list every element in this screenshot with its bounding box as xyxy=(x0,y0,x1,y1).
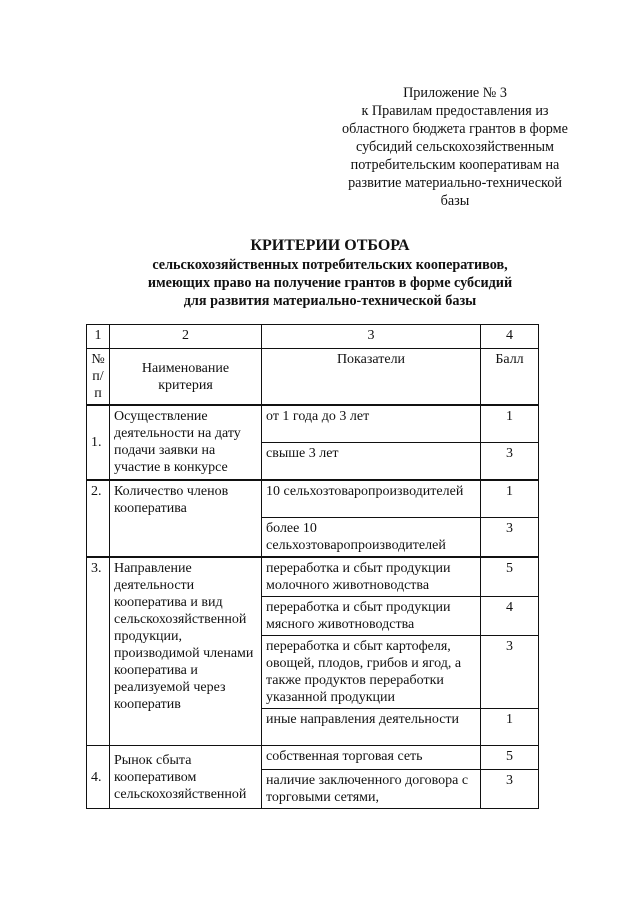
criteria-table xyxy=(86,324,539,809)
appendix-line: потребительским кооперативам на xyxy=(350,157,560,173)
title-line: сельскохозяйственных потребительских кооперативов, xyxy=(152,257,508,273)
score-cell: 3 xyxy=(481,636,539,709)
score-cell: 1 xyxy=(481,480,539,518)
header-criterion: Наименование критерия xyxy=(110,349,262,406)
row-number: 3. xyxy=(87,557,110,746)
criterion-cell: Осуществление деятельности на дату подачи заявки на участие в конкурсе xyxy=(110,405,262,480)
indicator-cell: свыше 3 лет xyxy=(262,443,481,481)
table-row xyxy=(87,480,539,518)
table-row xyxy=(87,405,539,443)
indicator-cell: 10 сельхозтоваропроизводителей xyxy=(262,480,481,518)
title-main: КРИТЕРИИ ОТБОРА xyxy=(250,237,410,254)
criterion-cell: Рынок сбыта кооперативом сельскохозяйственной xyxy=(110,746,262,809)
table-row xyxy=(87,557,539,597)
header-number: № п/п xyxy=(87,349,110,406)
appendix-note xyxy=(320,84,590,210)
col-number-cell: 3 xyxy=(262,325,481,349)
row-number: 2. xyxy=(87,480,110,557)
criterion-cell: Направление деятельности кооператива и вид сельскохозяйственной продукции, производимой членами кооператива и реализуемой через кооператив xyxy=(110,557,262,746)
col-number-cell: 2 xyxy=(110,325,262,349)
title-line: для развития материально-технической базы xyxy=(183,293,477,309)
row-number: 1. xyxy=(87,405,110,480)
score-cell: 3 xyxy=(481,443,539,481)
indicator-cell: переработка и сбыт картофеля, овощей, плодов, грибов и ягод, а также продуктов переработки указанной продукции xyxy=(262,636,481,709)
row-number: 4. xyxy=(87,746,110,809)
appendix-line: развитие материально-технической xyxy=(348,175,562,191)
indicator-cell: наличие заключенного договора с торговыми сетями, xyxy=(262,770,481,809)
score-cell: 1 xyxy=(481,405,539,443)
column-number-row xyxy=(87,325,539,349)
score-cell: 1 xyxy=(481,709,539,746)
score-cell: 5 xyxy=(481,746,539,770)
indicator-cell: от 1 года до 3 лет xyxy=(262,405,481,443)
appendix-line: базы xyxy=(440,193,470,209)
indicator-cell: иные направления деятельности xyxy=(262,709,481,746)
score-cell: 3 xyxy=(481,518,539,558)
score-cell: 5 xyxy=(481,557,539,597)
header-score: Балл xyxy=(481,349,539,406)
indicator-cell: более 10 сельхозтоваропроизводителей xyxy=(262,518,481,558)
score-cell: 4 xyxy=(481,597,539,636)
indicator-cell: переработка и сбыт продукции молочного животноводства xyxy=(262,557,481,597)
appendix-line: субсидий сельскохозяйственным xyxy=(355,139,555,155)
header-row xyxy=(87,349,539,406)
document-title xyxy=(60,236,600,310)
col-number-cell: 4 xyxy=(481,325,539,349)
appendix-line: к Правилам предоставления из xyxy=(361,103,549,119)
col-number-cell: 1 xyxy=(87,325,110,349)
appendix-line: областного бюджета грантов в форме xyxy=(342,121,568,137)
header-indicators: Показатели xyxy=(262,349,481,406)
appendix-line: Приложение № 3 xyxy=(403,85,507,101)
title-line: имеющих право на получение грантов в форме субсидий xyxy=(147,275,513,291)
indicator-cell: собственная торговая сеть xyxy=(262,746,481,770)
score-cell: 3 xyxy=(481,770,539,809)
table-row xyxy=(87,746,539,770)
indicator-cell: переработка и сбыт продукции мясного животноводства xyxy=(262,597,481,636)
criterion-cell: Количество членов кооператива xyxy=(110,480,262,557)
